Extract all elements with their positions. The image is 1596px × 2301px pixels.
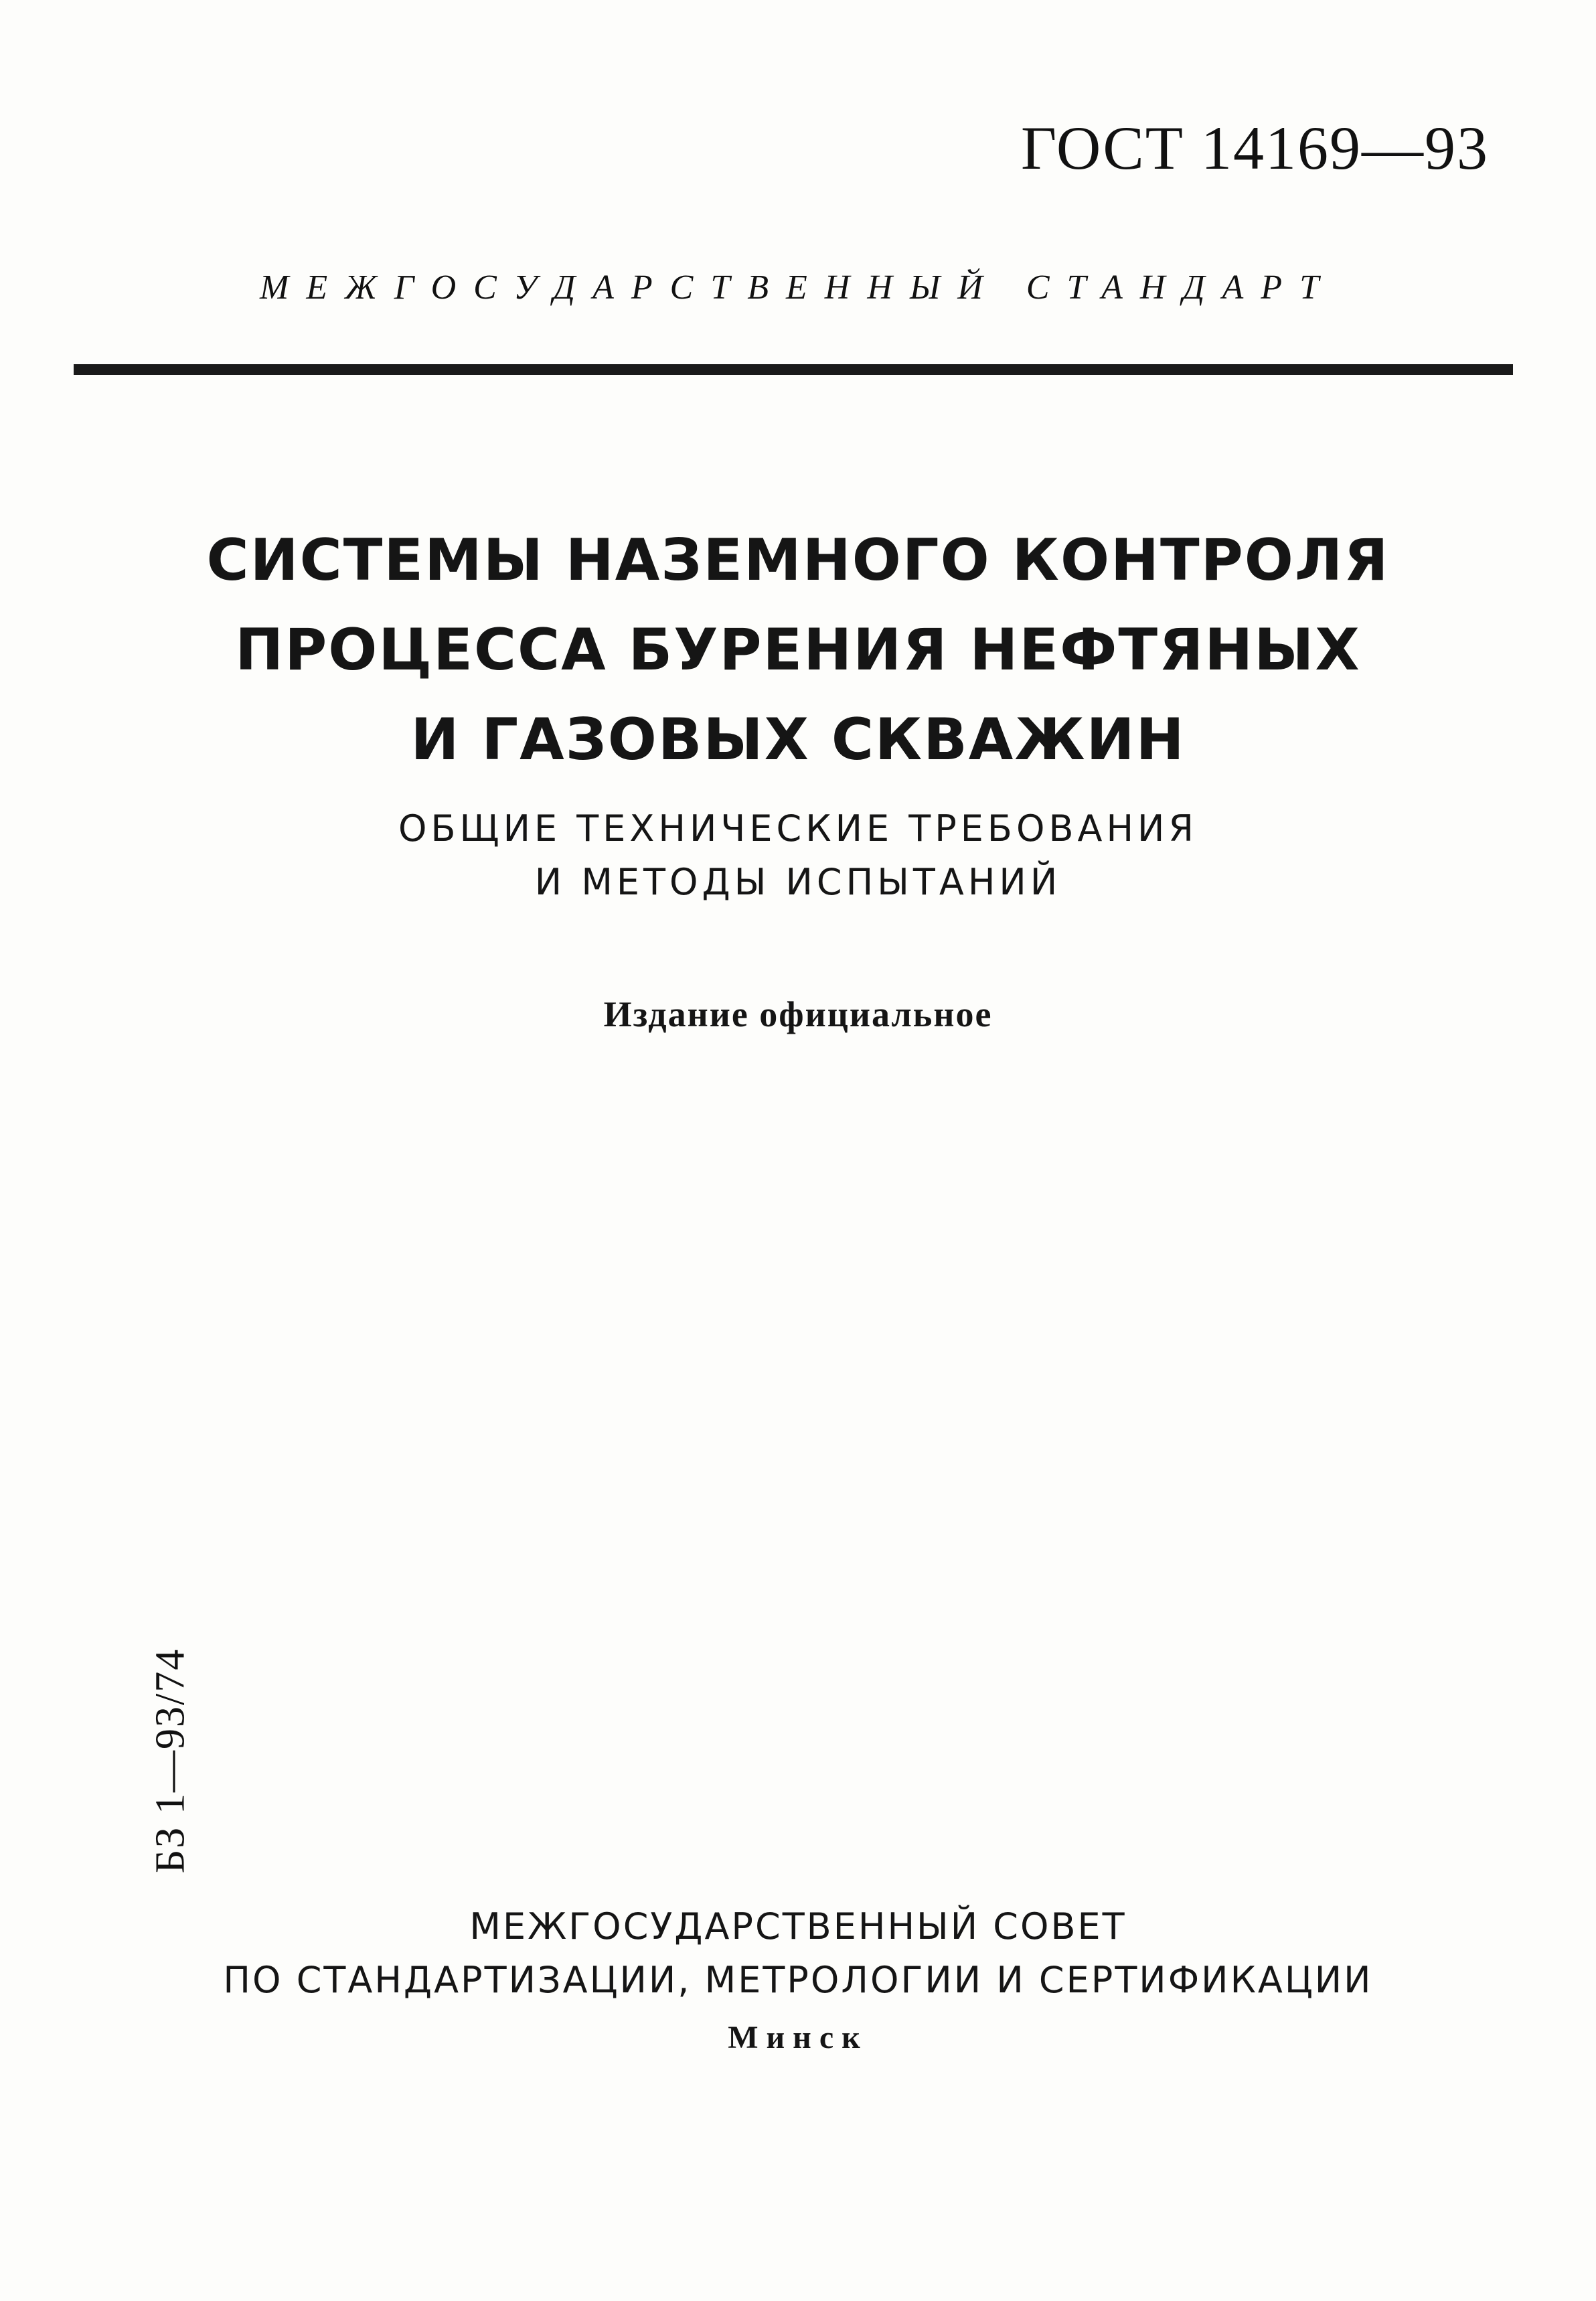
side-code: БЗ 1—93/74 [147,1648,193,1874]
publisher-city: Минск [728,2020,868,2055]
publisher [0,1900,1596,2007]
header-divider [74,364,1513,375]
document-title [0,515,1596,785]
subtitle-line: ОБЩИЕ ТЕХНИЧЕСКИЕ ТРЕБОВАНИЯ [398,807,1198,850]
edition-label: Издание официальное [603,994,993,1034]
subtitle-line: И МЕТОДЫ ИСПЫТАНИЙ [534,861,1062,903]
publisher-line: МЕЖГОСУДАРСТВЕННЫЙ СОВЕТ [469,1905,1127,1948]
publisher-line: ПО СТАНДАРТИЗАЦИИ, МЕТРОЛОГИИ И СЕРТИФИКАЦИИ [223,1959,1373,2001]
doc-number: ГОСТ 14169—93 [1020,114,1489,182]
title-line: И ГАЗОВЫХ СКВАЖИН [410,706,1186,773]
standard-type: МЕЖГОСУДАРСТВЕННЫЙ СТАНДАРТ [260,268,1336,307]
title-line: СИСТЕМЫ НАЗЕМНОГО КОНТРОЛЯ [206,527,1390,594]
document-subtitle [0,802,1596,909]
title-line: ПРОЦЕССА БУРЕНИЯ НЕФТЯНЫХ [235,617,1361,684]
